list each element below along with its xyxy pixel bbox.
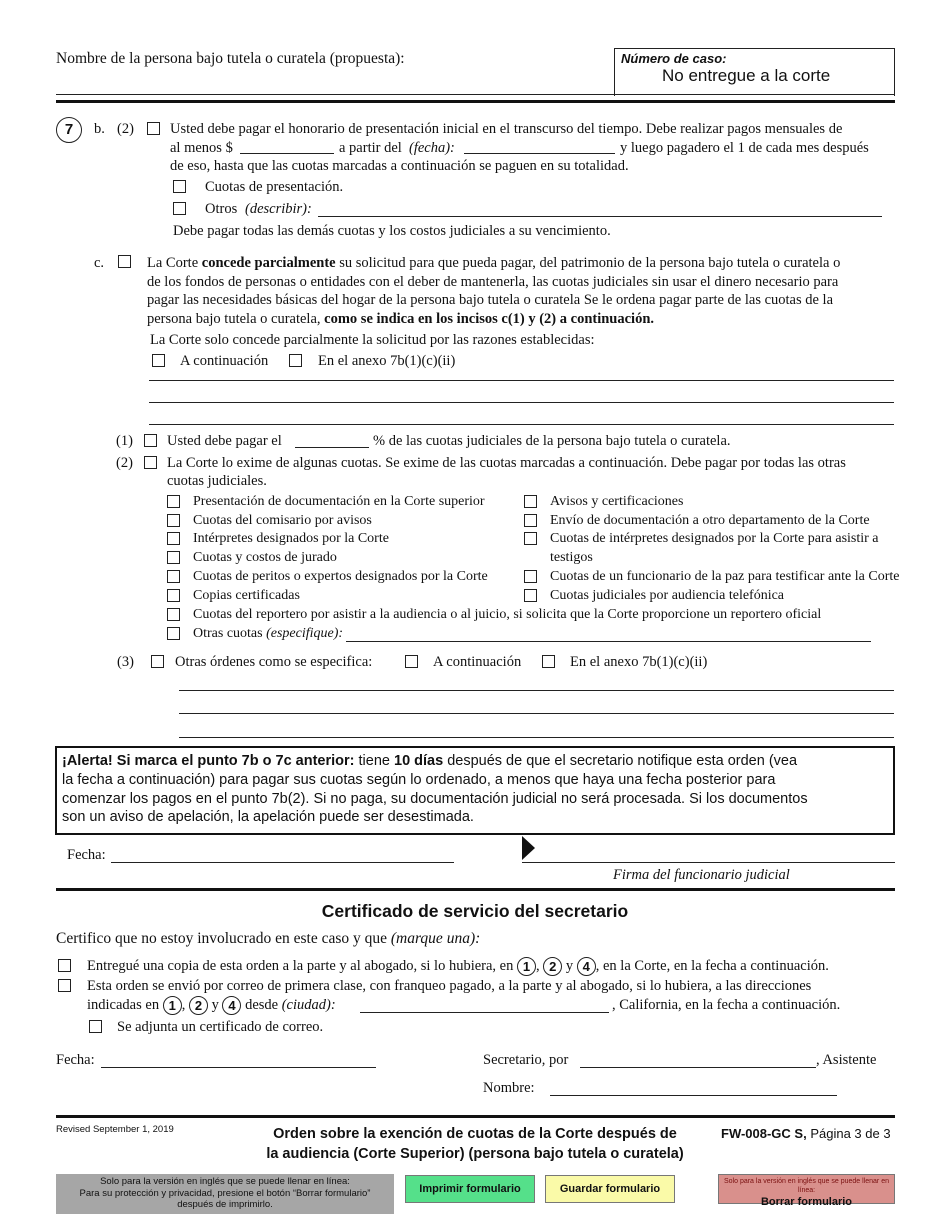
c-below-label: A continuación [180, 353, 269, 369]
b2-text-line3: de eso, hasta que las cuotas marcadas a continuación se paguen en su totalidad. [170, 158, 629, 174]
waiver-checkbox[interactable] [524, 495, 537, 508]
c2-number: (2) [116, 455, 133, 471]
waiver-checkbox[interactable] [524, 589, 537, 602]
alert-line3: comenzar los pagos en el punto 7b(2). Si no paga, su documentación judicial no será procesada. Si los documentos [62, 791, 808, 807]
form-id-page: FW-008-GC S, Página 3 de 3 [721, 1126, 891, 1141]
filing-fees-label: Cuotas de presentación. [205, 179, 344, 195]
form-title-line1: Orden sobre la exención de cuotas de la Corte después de [273, 1126, 677, 1142]
b2-text-line1: Usted debe pagar el honorario de presentación inicial en el transcurso del tiempo. Debe realizar pagos mensuales de [170, 121, 843, 137]
b2-text-date-hint: (fecha): [409, 140, 455, 156]
clerk-signature-field[interactable] [580, 1067, 816, 1068]
footer-divider [56, 1115, 895, 1118]
officer-signature-label: Firma del funcionario judicial [613, 867, 790, 883]
waiver-checkbox[interactable] [167, 570, 180, 583]
waiver-checkbox[interactable] [524, 514, 537, 527]
city-field[interactable] [360, 1012, 609, 1013]
clerk-name-field[interactable] [550, 1095, 837, 1096]
mail-certificate-checkbox[interactable] [89, 1020, 102, 1033]
percent-field[interactable] [295, 447, 369, 448]
case-number-label: Número de caso: [621, 51, 727, 66]
c-annex-label: En el anexo 7b(1)(c)(ii) [318, 353, 456, 369]
c3-annex-checkbox[interactable] [542, 655, 555, 668]
c3-number: (3) [117, 654, 134, 670]
start-date-field[interactable] [464, 153, 615, 154]
waiver-label: Cuotas y costos de jurado [193, 550, 337, 565]
c3-below-checkbox[interactable] [405, 655, 418, 668]
c1-text-a: Usted debe pagar el [167, 433, 282, 449]
waiver-label: Presentación de documentación en la Corte superior [193, 494, 485, 509]
waiver-label: Cuotas judiciales por audiencia telefónica [550, 588, 785, 603]
c-text-line1: La Corte concede parcialmente su solicitud para que pueda pagar, del patrimonio de la persona bajo tutela o curatela o [147, 255, 841, 271]
order-date-field[interactable] [111, 862, 454, 863]
deputy-label: , Asistente [816, 1052, 877, 1068]
ward-name-label: Nombre de la persona bajo tutela o curatela (propuesta): [56, 50, 405, 67]
waiver-checkbox[interactable] [524, 532, 537, 545]
mailed-checkbox[interactable] [58, 979, 71, 992]
alert-line4: son un aviso de apelación, la apelación puede ser desestimada. [62, 809, 474, 825]
circle-1: 1 [517, 957, 536, 976]
c3-below-label: A continuación [433, 654, 522, 670]
c2-text-line2: cuotas judiciales. [167, 473, 267, 489]
c-text-line2: de los fondos de personas o entidades con el deber de mantenerla, las cuotas judiciales sin usar el dinero necesario para [147, 274, 839, 290]
waiver-label: Intérpretes designados por la Corte [193, 531, 389, 546]
c2-checkbox[interactable] [144, 456, 157, 469]
c-below-checkbox[interactable] [152, 354, 165, 367]
reporter-fee-label: Cuotas del reportero por asistir a la audiencia o al juicio, si solicita que la Corte proporcione un reportero oficial [193, 607, 822, 622]
officer-signature-field[interactable] [522, 862, 895, 863]
filing-fees-checkbox[interactable] [173, 180, 186, 193]
header-divider-thick [56, 100, 895, 103]
other-orders-line-2[interactable] [179, 713, 894, 714]
certificate-title: Certificado de servicio del secretario [321, 901, 629, 921]
circle-1: 1 [163, 996, 182, 1015]
waiver-label: Copias certificadas [193, 588, 300, 603]
waiver-checkbox[interactable] [167, 532, 180, 545]
c1-number: (1) [116, 433, 133, 449]
other-fees-note: Debe pagar todas las demás cuotas y los costos judiciales a su vencimiento. [173, 223, 611, 239]
other-fees-hint: (describir): [245, 201, 312, 217]
alert-line2: la fecha a continuación) para pagar sus cuotas según lo ordenado, a menos que haya una fecha posterior para [62, 772, 776, 788]
waiver-label: Avisos y certificaciones [550, 494, 684, 509]
reasons-line-1[interactable] [149, 380, 894, 381]
waiver-label: Cuotas de un funcionario de la paz para testificar ante la Corte [550, 569, 900, 584]
waiver-label: Envío de documentación a otro departamento de la Corte [550, 513, 870, 528]
b2-text-monthly: y luego pagadero el 1 de cada mes después [620, 140, 869, 156]
clerk-label: Secretario, por [483, 1052, 569, 1068]
certificate-intro: Certifico que no estoy involucrado en este caso y que (marque una): [56, 930, 481, 947]
circle-4: 4 [222, 996, 241, 1015]
item-b-letter: b. [94, 121, 105, 137]
revised-date: Revised September 1, 2019 [56, 1124, 174, 1135]
circle-4: 4 [577, 957, 596, 976]
other-orders-line-3[interactable] [179, 737, 894, 738]
b2-checkbox[interactable] [147, 122, 160, 135]
section-divider [56, 888, 895, 891]
print-form-button[interactable]: Imprimir formulario [405, 1175, 535, 1203]
waiver-checkbox[interactable] [167, 589, 180, 602]
c3-annex-label: En el anexo 7b(1)(c)(ii) [570, 654, 708, 670]
c-checkbox[interactable] [118, 255, 131, 268]
waiver-label: Cuotas de peritos o expertos designados por la Corte [193, 569, 488, 584]
waiver-checkbox[interactable] [167, 514, 180, 527]
b2-text-from: a partir del [339, 140, 402, 156]
hand-delivered-text: Entregué una copia de esta orden a la parte y al abogado, si lo hubiera, en 1 , 2 y 4 , en la Corte, en la fecha a continuación. [87, 958, 829, 975]
item-b2-number: (2) [117, 121, 134, 137]
clerk-date-label: Fecha: [56, 1052, 95, 1068]
c3-text: Otras órdenes como se especifica: [175, 654, 373, 670]
waiver-checkbox[interactable] [167, 495, 180, 508]
mailed-text-california: , California, en la fecha a continuación. [612, 997, 841, 1013]
clerk-date-field[interactable] [101, 1067, 376, 1068]
c3-checkbox[interactable] [151, 655, 164, 668]
waiver-label: Cuotas de intérpretes designados por la Corte para asistir a [550, 531, 879, 546]
save-form-button[interactable]: Guardar formulario [545, 1175, 675, 1203]
mail-certificate-label: Se adjunta un certificado de correo. [117, 1019, 324, 1035]
case-number-value[interactable]: No entregue a la corte [662, 66, 831, 85]
circle-2: 2 [543, 957, 562, 976]
circle-2: 2 [189, 996, 208, 1015]
clerk-name-label: Nombre: [483, 1080, 535, 1096]
form-title-line2: la audiencia (Corte Superior) (persona bajo tutela o curatela) [266, 1146, 684, 1162]
c-annex-checkbox[interactable] [289, 354, 302, 367]
other-fees-checkbox[interactable] [173, 202, 186, 215]
other-waiver-field[interactable] [346, 641, 871, 642]
c-text-line4: persona bajo tutela o curatela, como se indica en los incisos c(1) y (2) a continuación. [147, 311, 655, 327]
reporter-fee-checkbox[interactable] [167, 608, 180, 621]
header-divider-thin [56, 94, 895, 95]
waiver-label: Cuotas del comisario por avisos [193, 513, 372, 528]
reasons-line-2[interactable] [149, 402, 894, 403]
other-waiver-checkbox[interactable] [167, 627, 180, 640]
signature-arrow-icon [522, 836, 535, 860]
reasons-line-3[interactable] [149, 424, 894, 425]
other-fees-field[interactable] [318, 216, 882, 217]
other-waiver-label: Otras cuotas (especifique): [193, 626, 344, 641]
c-text-line3: pagar las necesidades básicas del hogar de la persona bajo tutela o curatela Se le ordena pagar parte de las cuotas de la [147, 292, 834, 308]
c-reasons-label: La Corte solo concede parcialmente la solicitud por las razones establecidas: [150, 332, 595, 348]
b2-text-atleast: al menos $ [170, 140, 233, 156]
amount-field[interactable] [240, 153, 334, 154]
other-orders-line-1[interactable] [179, 690, 894, 691]
other-fees-label: Otros [205, 201, 238, 217]
mailed-text-line1: Esta orden se envió por correo de primera clase, con franqueo pagado, a la parte y al abogado, si lo hubiera, a las direcciones [87, 978, 812, 994]
c1-text-b: % de las cuotas judiciales de la persona bajo tutela o curatela. [373, 433, 731, 449]
order-date-label: Fecha: [67, 847, 106, 863]
waiver-checkbox[interactable] [524, 570, 537, 583]
item-number-circle: 7 [56, 117, 82, 143]
c2-text-line1: La Corte lo exime de algunas cuotas. Se exime de las cuotas marcadas a continuación. Debe pagar por todas las otras [167, 455, 846, 471]
privacy-note: Solo para la versión en inglés que se puede llenar en línea: Para su protección y privacidad, presione el botón “Borrar formulario” después de imprimirlo. [56, 1174, 394, 1214]
mailed-text-line2: indicadas en 1 , 2 y 4 desde (ciudad): [87, 997, 336, 1014]
waiver-label-continued: testigos [550, 550, 593, 565]
item-c-letter: c. [94, 255, 105, 271]
alert-line1: ¡Alerta! Si marca el punto 7b o 7c anterior: tiene 10 días después de que el secretario notifique esta orden (vea [62, 753, 798, 769]
c1-checkbox[interactable] [144, 434, 157, 447]
hand-delivered-checkbox[interactable] [58, 959, 71, 972]
waiver-checkbox[interactable] [167, 551, 180, 564]
clear-form-button[interactable]: Solo para la versión en inglés que se puede llenar en línea: Borrar formulario [718, 1174, 895, 1204]
